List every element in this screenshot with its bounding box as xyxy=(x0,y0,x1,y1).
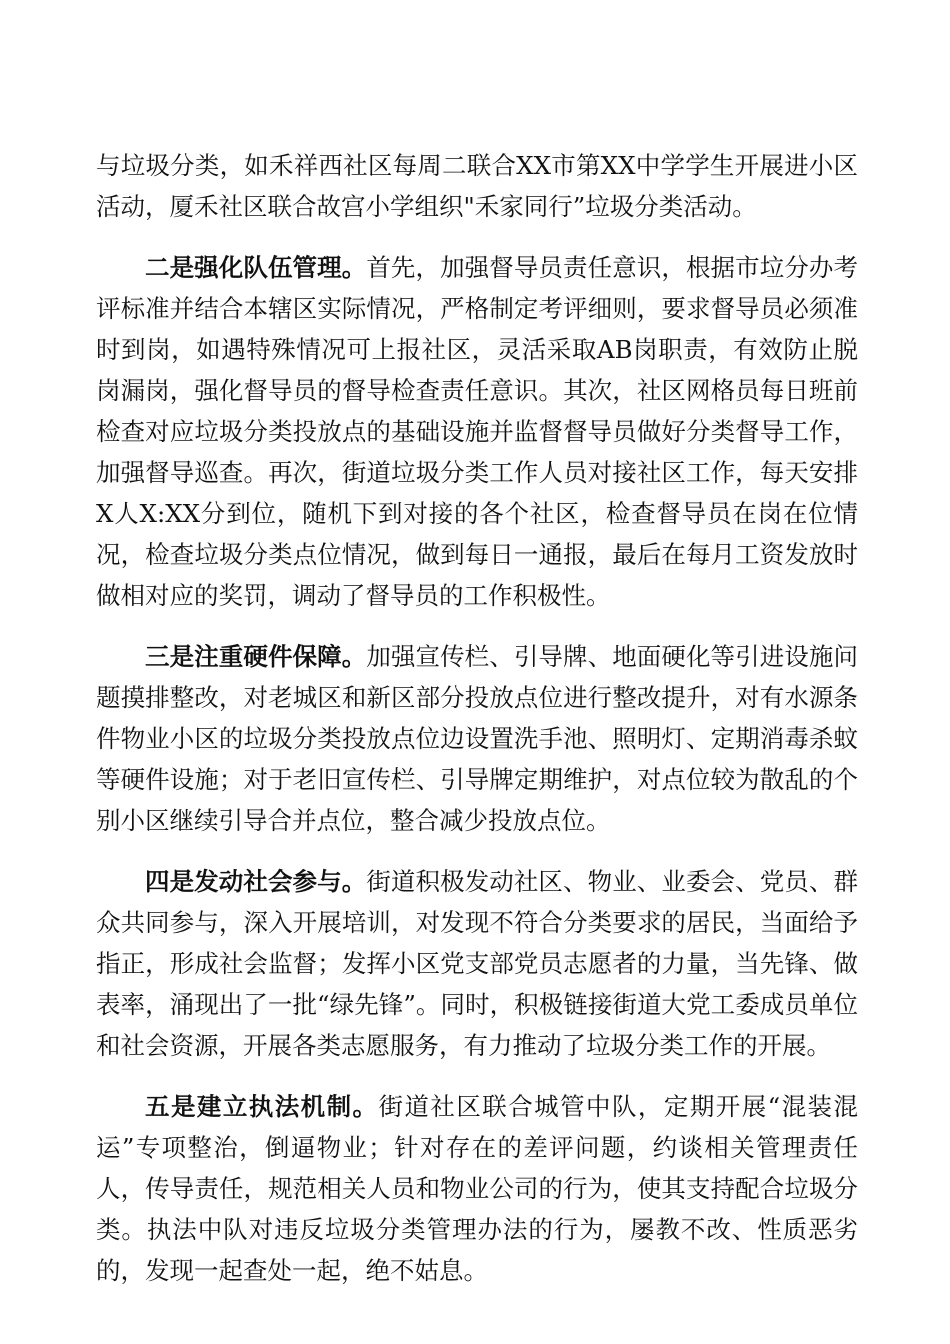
paragraph-text: 加强宣传栏、引导牌、地面硬化等引进设施问题摸排整改，对老城区和新区部分投放点位进行整改提升，对有水源条件物业小区的垃圾分类投放点位边设置洗手池、照明灯、定期消毒杀蚊等硬件设施；对于老旧宣传栏、引导牌定期维护，对点位较为散乱的个别小区继续引导合并点位，整合减少投放点位。 xyxy=(96,642,859,835)
paragraph-3 xyxy=(96,636,858,841)
paragraph-lead: 四是发动社会参与。 xyxy=(145,867,367,896)
paragraph-lead: 五是建立执法机制。 xyxy=(145,1092,379,1121)
document-body xyxy=(96,145,858,1311)
paragraph-lead: 二是强化队伍管理。 xyxy=(145,253,367,282)
paragraph-lead: 三是注重硬件保障。 xyxy=(145,642,367,671)
paragraph-text: 首先，加强督导员责任意识，根据市垃分办考评标准并结合本辖区实际情况，严格制定考评细则，要求督导员必须准时到岗，如遇特殊情况可上报社区，灵活采取AB岗职责，有效防止脱岗漏岗，强化督导员的督导检查责任意识。其次，社区网格员每日班前检查对应垃圾分类投放点的基础设施并监督督导员做好分类督导工作，加强督导巡查。再次，街道垃圾分类工作人员对接社区工作，每天安排X人X:XX分到位，随机下到对接的各个社区，检查督导员在岗在位情况，检查垃圾分类点位情况，做到每日一通报，最后在每月工资发放时做相对应的奖罚，调动了督导员的工作积极性。 xyxy=(96,253,859,610)
paragraph-text: 街道积极发动社区、物业、业委会、党员、群众共同参与，深入开展培训，对发现不符合分类要求的居民，当面给予指正，形成社会监督；发挥小区党支部党员志愿者的力量，当先锋、做表率，涌现出了一批“绿先锋”。同时，积极链接街道大党工委成员单位和社会资源，开展各类志愿服务，有力推动了垃圾分类工作的开展。 xyxy=(96,867,859,1060)
paragraph-2 xyxy=(96,247,858,616)
paragraph-1 xyxy=(96,145,858,227)
paragraph-text: 与垃圾分类，如禾祥西社区每周二联合XX市第XX中学学生开展进小区活动，厦禾社区联合故宫小学组织"禾家同行”垃圾分类活动。 xyxy=(96,151,858,221)
paragraph-5 xyxy=(96,1086,858,1291)
paragraph-4 xyxy=(96,861,858,1066)
paragraph-text: 街道社区联合城管中队，定期开展“混装混运”专项整治，倒逼物业；针对存在的差评问题，约谈相关管理责任人，传导责任，规范相关人员和物业公司的行为，使其支持配合垃圾分类。执法中队对违反垃圾分类管理办法的行为，屡教不改、性质恶劣的，发现一起查处一起，绝不姑息。 xyxy=(96,1092,859,1285)
